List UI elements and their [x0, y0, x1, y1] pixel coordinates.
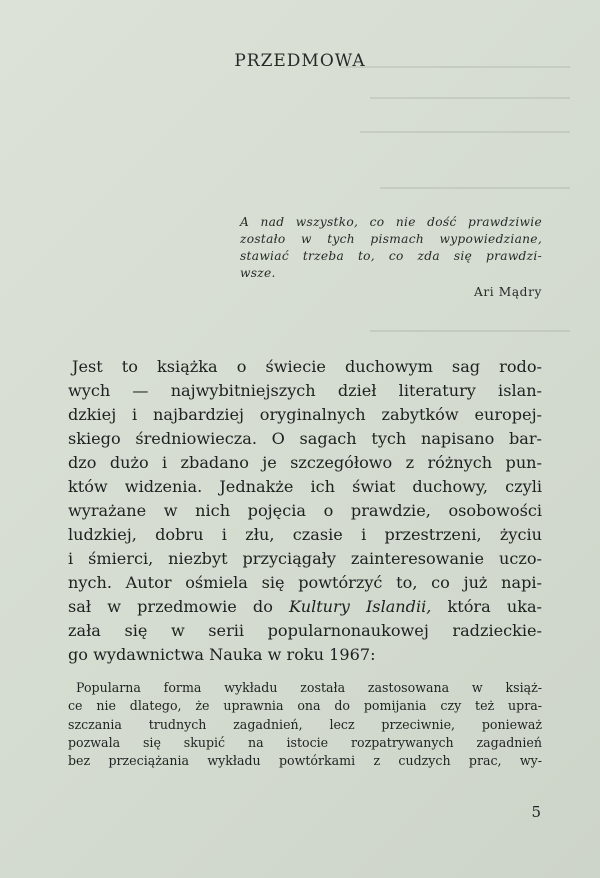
quoted-passage — [68, 679, 542, 770]
body-line-with-title: sał w przedmowie do Kultury Islandii, która uka- — [68, 597, 542, 616]
epigraph-attribution: Ari Mądry — [473, 285, 542, 299]
body-line: wyrażane w nich pojęcia o prawdzie, osobowości — [68, 501, 542, 520]
body-line: któw widzenia. Jednakże ich świat duchowy, czyli — [68, 477, 542, 496]
show-through-text — [370, 330, 570, 332]
quote-line: szczania trudnych zagadnień, lecz przeciwnie, ponieważ — [68, 716, 542, 732]
page-heading: PRZEDMOWA — [234, 51, 366, 71]
body-line: i śmierci, niezbyt przyciągały zainteresowanie uczo- — [68, 549, 542, 568]
body-line: dzo dużo i zbadano je szczegółowo z różnych pun- — [68, 453, 542, 472]
body-line: dzkiej i najbardziej oryginalnych zabytków europej- — [68, 405, 542, 424]
epigraph-line: zostało w tych pismach wypowiedziane, — [240, 232, 542, 246]
show-through-text — [370, 97, 570, 99]
quote-line: ce nie dlatego, że uprawnia ona do pomijania czy też upra- — [68, 698, 542, 714]
body-line: nych. Autor ośmiela się powtórzyć to, co już napi- — [68, 573, 542, 592]
body-line: ludzkiej, dobru i złu, czasie i przestrzeni, życiu — [68, 525, 542, 544]
quote-line: pozwala się skupić na istocie rozpatrywanych zagadnień — [68, 734, 542, 750]
body-line: zała się w serii popularnonaukowej radzieckie- — [68, 621, 542, 640]
epigraph — [240, 214, 542, 282]
quote-line: bez przeciążania wykładu powtórkami z cudzych prac, wy- — [68, 753, 542, 769]
body-line: skiego średniowiecza. O sagach tych napisano bar- — [68, 429, 542, 448]
epigraph-line: A nad wszystko, co nie dość prawdziwie — [240, 215, 542, 229]
epigraph-line: stawiać trzeba to, co zda się prawdzi- — [240, 249, 542, 263]
body-line: wych — najwybitniejszych dzieł literatury islan- — [68, 381, 542, 400]
body-line: go wydawnictwa Nauka w roku 1967: — [68, 645, 376, 664]
quote-line: Popularna forma wykładu została zastosowana w książ- — [76, 680, 542, 695]
page-number: 5 — [531, 803, 541, 821]
epigraph-line: wsze. — [240, 266, 276, 280]
body-paragraph — [68, 355, 542, 667]
show-through-text — [380, 187, 570, 189]
body-line: Jest to książka o świecie duchowym sag rodo- — [72, 357, 542, 376]
book-title-reference: Kultury Islandii, — [289, 597, 432, 616]
show-through-text — [360, 131, 570, 133]
